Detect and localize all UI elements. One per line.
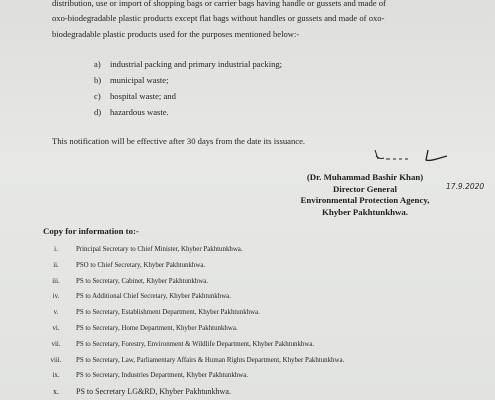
signatory-name: (Dr. Muhammad Bashir Khan) [306,172,424,182]
list-item: iii. PS to Secretary, Cabinet, Khyber Pakhtunkhwa. [52,277,208,285]
list-item: v. PS to Secretary, Establishment Department, Khyber Pakhtunkhwa. [53,309,260,317]
body-line-2: oxo-biodegradable plastic products except flat bags without handles or gussets and made of oxo- [52,13,385,23]
purpose-list [94,56,282,120]
list-item: vi. PS to Secretary, Home Department, Khyber Pakhtunkhwa. [52,324,238,332]
copy-list [36,242,344,400]
list-item: a) industrial packing and primary industrial packing; [94,59,283,69]
signature-scribble [372,148,462,174]
signatory-title: Director General [333,183,397,194]
list-item: c) hospital waste; and [94,91,176,101]
list-item: iv. PS to Additional Chief Secretary, Khyber Pakhtunkhwa. [52,293,231,301]
signatory-org: Environmental Protection Agency, [300,195,430,205]
list-item: viii. PS to Secretary, Law, Parliamentary Affairs & Human Rights Department, Khyber Pakhtunkhwa. [50,356,345,364]
signature-block [270,172,460,218]
list-item: vii. PS to Secretary, Forestry, Environment & Wildlife Department, Khyber Pakhtunkhwa. [51,340,315,348]
list-item: d) hazardous waste. [94,107,169,117]
list-item: ii. PSO to Chief Secretary, Khyber Pakhtunkhwa. [53,261,206,269]
list-item: i. Principal Secretary to Chief Minister, Khyber Pakhtunkhwa. [54,246,243,253]
signatory-province: Khyber Pakhtunkhwa. [322,206,408,217]
body-line-3: biodegradable plastic products used for the purposes mentioned below:- [52,29,300,39]
list-item: ix. PS to Secretary, Industries Department, Khyber Pakhtunkhwa. [52,372,248,380]
list-item: b) municipal waste; [94,75,169,85]
effective-notice: This notification will be effective after 30 days from the date its issuance. [52,136,306,146]
copy-heading: Copy for information to:- [43,226,139,236]
signature-date: 17.9.2020 [446,182,485,191]
list-item: x. PS to Secretary LG&RD, Khyber Pakhtunkhwa. [53,387,231,397]
body-line-1: distribution, use or import of shopping bags or carrier bags having handle or gussets and made of [52,0,386,8]
